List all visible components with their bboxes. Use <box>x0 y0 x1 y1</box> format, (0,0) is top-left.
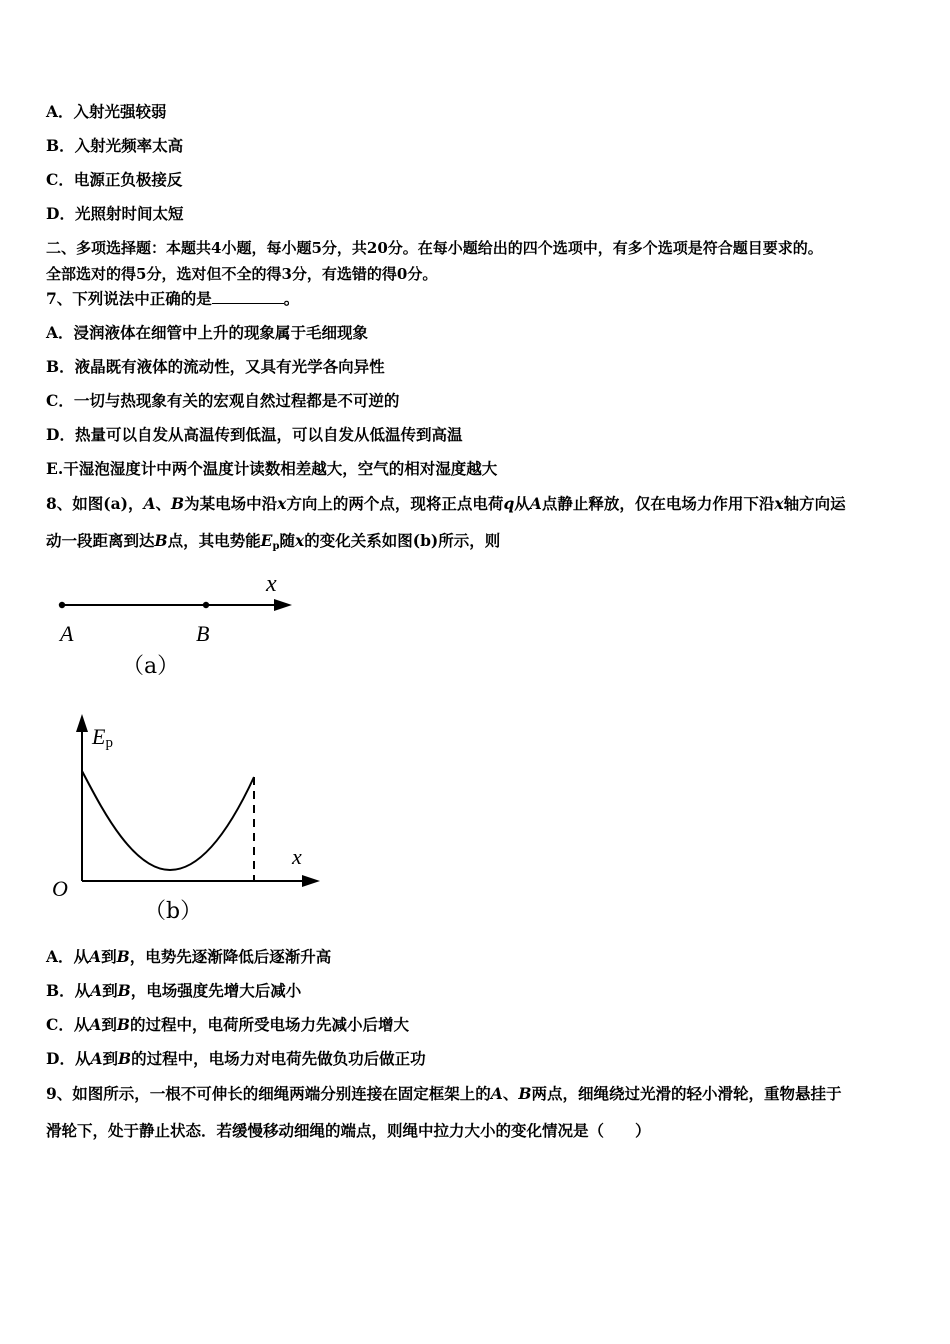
caption-a: （a） <box>122 654 180 679</box>
label-b: B <box>196 621 210 646</box>
q6-option-d: D．光照射时间太短 <box>46 204 184 223</box>
label-ep: Ep <box>92 724 113 751</box>
figure-b <box>40 700 340 930</box>
x-arrow-icon <box>302 875 320 887</box>
q6-option-c: C．电源正负极接反 <box>46 170 183 189</box>
section2-heading-line2: 全部选对的得5分，选对但不全的得3分，有选错的得0分。 <box>46 265 438 283</box>
q8-option-c: C．从A到B的过程中，电荷所受电场力先减小后增大 <box>46 1015 410 1034</box>
q6-option-b: B．入射光频率太高 <box>46 136 184 155</box>
section2-heading-line1: 二、多项选择题：本题共4小题，每小题5分，共20分。在每小题给出的四个选项中，有多个选项是符合题目要求的。 <box>46 239 823 257</box>
figure-a <box>40 565 320 685</box>
q8-option-a: A．从A到B，电势先逐渐降低后逐渐升高 <box>46 947 332 966</box>
q8-option-b: B．从A到B，电场强度先增大后减小 <box>46 981 302 1000</box>
arrow-head-icon <box>274 599 292 611</box>
q6-option-a: A．入射光强较弱 <box>46 102 167 121</box>
y-arrow-icon <box>76 714 88 732</box>
q7-option-b: B．液晶既有液体的流动性，又具有光学各向异性 <box>46 357 385 376</box>
point-a <box>59 602 65 608</box>
caption-b: （b） <box>144 899 203 924</box>
q7-option-a: A．浸润液体在细管中上升的现象属于毛细现象 <box>46 323 369 342</box>
q8-stem-line1: 8、如图(a)，A、B为某电场中沿x方向上的两个点，现将正点电荷q从A点静止释放，仅在电场力作用下沿x轴方向运 <box>46 494 846 513</box>
label-a: A <box>60 621 74 646</box>
ep-curve <box>82 771 254 870</box>
q7-option-c: C．一切与热现象有关的宏观自然过程都是不可逆的 <box>46 391 400 410</box>
q9-stem-line1: 9、如图所示，一根不可伸长的细绳两端分别连接在固定框架上的A、B两点，细绳绕过光滑的轻小滑轮，重物悬挂于 <box>46 1084 842 1103</box>
label-o: O <box>52 876 68 901</box>
q7-stem: 7、下列说法中正确的是 。 <box>46 289 300 308</box>
q7-option-e: E.干湿泡湿度计中两个温度计读数相差越大，空气的相对湿度越大 <box>46 459 498 478</box>
point-b <box>203 602 209 608</box>
q8-option-d: D．从A到B的过程中，电场力对电荷先做负功后做正功 <box>46 1049 426 1068</box>
label-x: x <box>292 844 302 869</box>
label-x: x <box>266 571 277 597</box>
answer-blank <box>212 289 284 304</box>
q9-stem-line2: 滑轮下，处于静止状态．若缓慢移动细绳的端点，则绳中拉力大小的变化情况是（ ） <box>46 1121 651 1140</box>
q8-stem-line2: 动一段距离到达B点，其电势能$E_p$随x的变化关系如图(b)所示，则 <box>46 531 501 552</box>
q7-option-d: D．热量可以自发从高温传到低温，可以自发从低温传到高温 <box>46 425 463 444</box>
